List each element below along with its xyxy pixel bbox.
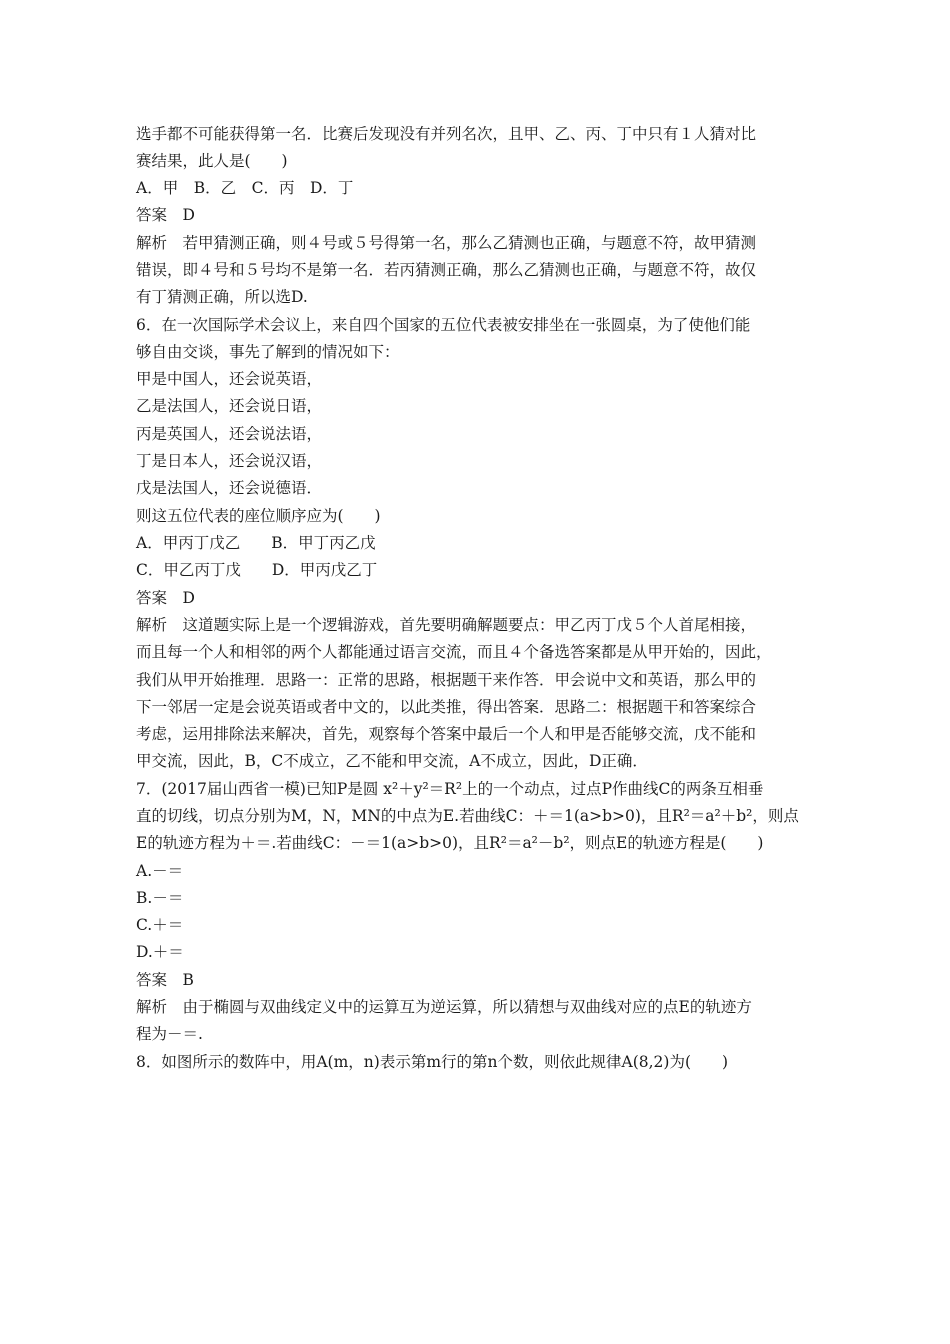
text-line: 乙是法国人，还会说日语， xyxy=(136,397,323,415)
text-line: 直的切线，切点分别为M，N，MN的中点为E.若曲线C：＋＝1(a>b>0)，且R²＝a²＋b²，则点 xyxy=(136,807,799,825)
text-line: 我们从甲开始推理．思路一：正常的思路，根据题干来作答．甲会说中文和英语，那么甲的 xyxy=(136,671,757,689)
text-line: 7．(2017届山西省一模)已知P是圆 x²＋y²＝R²上的一个动点，过点P作曲线C的两条互相垂 xyxy=(136,780,764,798)
text-line: 解析 由于椭圆与双曲线定义中的运算互为逆运算，所以猜想与双曲线对应的点E的轨迹方 xyxy=(136,998,752,1016)
text-line: 解析 这道题实际上是一个逻辑游戏，首先要明确解题要点：甲乙丙丁戊５个人首尾相接， xyxy=(136,616,757,634)
text-line: 答案 D xyxy=(136,589,195,607)
text-line: 赛结果，此人是( ) xyxy=(136,152,288,170)
text-line: 戊是法国人，还会说德语． xyxy=(136,479,323,497)
text-line: 程为－＝. xyxy=(136,1025,203,1043)
text-line: C.＋＝ xyxy=(136,916,184,934)
text-line: 考虑，运用排除法来解决，首先，观察每个答案中最后一个人和甲是否能够交流，戊不能和 xyxy=(136,725,757,743)
text-line: D.＋＝ xyxy=(136,943,184,961)
text-line: 则这五位代表的座位顺序应为( ) xyxy=(136,507,381,525)
text-line: 解析 若甲猜测正确，则４号或５号得第一名，那么乙猜测也正确，与题意不符，故甲猜测 xyxy=(136,234,757,252)
text-line: E的轨迹方程为＋＝.若曲线C：－＝1(a>b>0)，且R²＝a²－b²，则点E的轨迹方程是( ) xyxy=(136,834,764,852)
text-line: 而且每一个人和相邻的两个人都能通过语言交流，而且４个备选答案都是从甲开始的，因此， xyxy=(136,643,772,661)
text-line: A.－＝ xyxy=(136,862,184,880)
text-line: C．甲乙丙丁戊 D．甲丙戊乙丁 xyxy=(136,561,378,579)
text-line: 丁是日本人，还会说汉语， xyxy=(136,452,323,470)
text-line: 选手都不可能获得第一名．比赛后发现没有并列名次，且甲、乙、丙、丁中只有１人猜对比 xyxy=(136,125,757,143)
text-line: A．甲 B．乙 C．丙 D．丁 xyxy=(136,179,354,197)
text-line: 6．在一次国际学术会议上，来自四个国家的五位代表被安排坐在一张圆桌，为了使他们能 xyxy=(136,316,751,334)
text-line: 甲交流，因此，B，C不成立，乙不能和甲交流，A不成立，因此，D正确． xyxy=(136,752,648,770)
text-line: 下一邻居一定是会说英语或者中文的，以此类推，得出答案．思路二：根据题干和答案综合 xyxy=(136,698,757,716)
text-line: 有丁猜测正确，所以选D. xyxy=(136,288,308,306)
text-line: 答案 D xyxy=(136,206,195,224)
text-line: 答案 B xyxy=(136,971,194,989)
text-line: A．甲丙丁戊乙 B．甲丁丙乙戊 xyxy=(136,534,376,552)
text-line: 甲是中国人，还会说英语， xyxy=(136,370,323,388)
text-line: 够自由交谈，事先了解到的情况如下： xyxy=(136,343,400,361)
text-line: 丙是英国人，还会说法语， xyxy=(136,425,323,443)
text-line: 8．如图所示的数阵中，用A(m，n)表示第m行的第n个数，则依此规律A(8,2)为( ) xyxy=(136,1053,729,1071)
text-line: B.－＝ xyxy=(136,889,184,907)
text-line: 错误，即４号和５号均不是第一名．若丙猜测正确，那么乙猜测也正确，与题意不符，故仅 xyxy=(136,261,757,279)
